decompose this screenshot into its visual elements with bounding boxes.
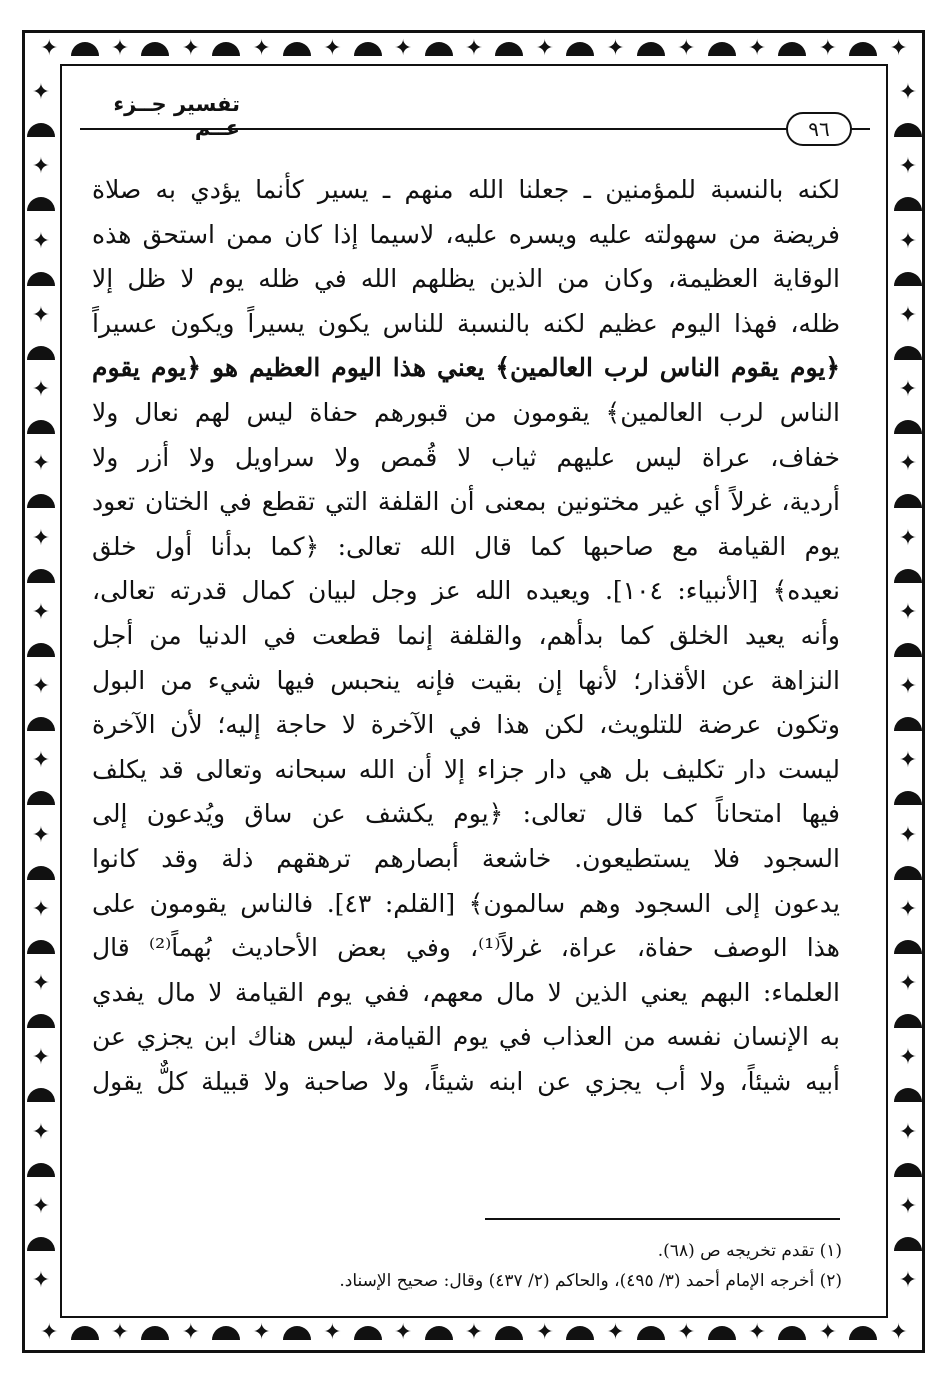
text-line: فريضة من سهولته عليه ويسره عليه، لاسيما إذا كان ممن استحق هذه (92, 219, 840, 249)
star-ornament-icon: ✦ (535, 36, 554, 61)
star-ornament-icon: ✦ (323, 36, 342, 61)
dome-ornament-icon (425, 1326, 453, 1340)
text-line: ظله، فهذا اليوم عظيم لكنه بالنسبة للناس يكون يسيراً ويكون عسيراً (92, 308, 840, 338)
star-ornament-icon: ✦ (747, 36, 767, 61)
footnote-rule (485, 1218, 840, 1220)
dome-ornament-icon (141, 1326, 169, 1340)
dome-ornament-icon (141, 42, 169, 56)
star-ornament-icon: ✦ (31, 896, 51, 922)
star-ornament-icon: ✦ (31, 1193, 51, 1219)
top-ornament-row (40, 34, 908, 64)
star-ornament-icon: ✦ (464, 36, 484, 61)
star-ornament-icon: ✦ (535, 1320, 554, 1345)
star-ornament-icon: ✦ (898, 1045, 918, 1071)
dome-ornament-icon (354, 1326, 382, 1340)
footnote-1: (١) تقدم تخريجه ص (٦٨). (657, 1241, 842, 1261)
text-line: خفاف، عراة ليس عليهم ثياب لا قُمص ولا سراويل ولا أزر ولا (92, 442, 840, 472)
star-ornament-icon: ✦ (898, 451, 918, 477)
dome-ornament-icon (27, 123, 55, 137)
dome-ornament-icon (27, 494, 55, 508)
dome-ornament-icon (708, 42, 736, 56)
star-ornament-icon: ✦ (889, 1320, 908, 1345)
footnote-2: (٢) أخرجه الإمام أحمد (٣/ ٤٩٥)، والحاكم (٢/ ٤٣٧) وقال: صحيح الإسناد. (339, 1271, 842, 1291)
dome-ornament-icon (212, 1326, 240, 1340)
text-line: لكنه بالنسبة للمؤمنين ـ جعلنا الله منهم ـ يسير كأنما يؤدي به صلاة (92, 175, 840, 204)
star-ornament-icon: ✦ (31, 674, 51, 699)
text-line: يدعون إلى السجود وهم سالمون﴾ [القلم: ٤٣]. فالناس يقومون على (92, 888, 840, 918)
star-ornament-icon: ✦ (898, 674, 918, 699)
star-ornament-icon: ✦ (31, 228, 51, 254)
dome-ornament-icon (849, 1326, 877, 1340)
star-ornament-icon: ✦ (252, 1320, 271, 1345)
star-ornament-icon: ✦ (898, 377, 918, 402)
dome-ornament-icon (27, 569, 55, 583)
dome-ornament-icon (27, 791, 55, 805)
footnotes (92, 1236, 842, 1296)
page-number: ٩٦ (786, 112, 852, 146)
text-line: ليست دار تكليف بل هي دار جزاء إلا أن الله سبحانه وتعالى قد يكلف (92, 754, 840, 784)
star-ornament-icon: ✦ (898, 154, 918, 180)
dome-ornament-icon (27, 197, 55, 211)
star-ornament-icon: ✦ (31, 1268, 51, 1293)
dome-ornament-icon (894, 569, 922, 583)
star-ornament-icon: ✦ (677, 1320, 696, 1345)
star-ornament-icon: ✦ (31, 451, 51, 477)
star-ornament-icon: ✦ (110, 36, 130, 61)
dome-ornament-icon (894, 791, 922, 805)
right-ornament-column (893, 82, 923, 1292)
star-ornament-icon: ✦ (898, 599, 918, 625)
text-line: وتكون عرضة للتلويث، لكن هذا في الآخرة لا حاجة إليه؛ لأن الآخرة (92, 710, 840, 740)
star-ornament-icon: ✦ (898, 1268, 918, 1293)
dome-ornament-icon (71, 1326, 99, 1340)
dome-ornament-icon (894, 272, 922, 286)
star-ornament-icon: ✦ (747, 1320, 767, 1345)
star-ornament-icon: ✦ (40, 36, 59, 61)
text-line: أردية، غرلاً أي غير مختونين بمعنى أن القلفة التي تقطع في الختان تعود (92, 487, 840, 517)
star-ornament-icon: ✦ (31, 822, 51, 848)
star-ornament-icon: ✦ (898, 896, 918, 922)
star-ornament-icon: ✦ (898, 822, 918, 848)
text-line: هذا الوصف حفاة، عراة، غرلاً⁽¹⁾، وفي بعض الأحاديث بُهماً⁽²⁾ قال (92, 933, 840, 963)
star-ornament-icon: ✦ (464, 1320, 484, 1345)
star-ornament-icon: ✦ (898, 228, 918, 254)
dome-ornament-icon (637, 1326, 665, 1340)
dome-ornament-icon (27, 420, 55, 434)
dome-ornament-icon (27, 717, 55, 731)
text-line: العلماء: البهم يعني الذين لا مال معهم، ففي يوم القيامة لا مال يفدي (92, 977, 840, 1007)
dome-ornament-icon (894, 1088, 922, 1102)
dome-ornament-icon (894, 1014, 922, 1028)
dome-ornament-icon (495, 42, 523, 56)
star-ornament-icon: ✦ (889, 36, 908, 61)
star-ornament-icon: ✦ (898, 1119, 918, 1145)
star-ornament-icon: ✦ (393, 1320, 413, 1345)
star-ornament-icon: ✦ (898, 80, 918, 105)
dome-ornament-icon (566, 1326, 594, 1340)
dome-ornament-icon (708, 1326, 736, 1340)
dome-ornament-icon (894, 1163, 922, 1177)
star-ornament-icon: ✦ (606, 1320, 625, 1345)
star-ornament-icon: ✦ (110, 1320, 130, 1345)
page-header (80, 92, 870, 141)
running-title: تفسير جــزء عــم (113, 92, 240, 140)
star-ornament-icon: ✦ (31, 154, 51, 180)
dome-ornament-icon (637, 42, 665, 56)
text-line: السجود فلا يستطيعون. خاشعة أبصارهم ترهقهم ذلة وقد كانوا (92, 843, 840, 873)
dome-ornament-icon (495, 1326, 523, 1340)
dome-ornament-icon (566, 42, 594, 56)
text-line: يوم القيامة مع صاحبها كما قال الله تعالى: ﴿كما بدأنا أول خلق (92, 531, 840, 561)
dome-ornament-icon (778, 1326, 806, 1340)
star-ornament-icon: ✦ (31, 525, 51, 551)
star-ornament-icon: ✦ (393, 36, 413, 61)
text-line: ﴿يوم يقوم الناس لرب العالمين﴾ يعني هذا اليوم العظيم هو ﴿يوم يقوم (92, 353, 840, 383)
dome-ornament-icon (425, 42, 453, 56)
dome-ornament-icon (894, 197, 922, 211)
main-text (92, 168, 840, 1104)
text-line: به الإنسان نفسه من العذاب في يوم القيامة، ليس هناك ابن يجزي عن (92, 1022, 840, 1052)
star-ornament-icon: ✦ (31, 748, 51, 774)
star-ornament-icon: ✦ (181, 36, 200, 61)
dome-ornament-icon (27, 272, 55, 286)
dome-ornament-icon (212, 42, 240, 56)
star-ornament-icon: ✦ (181, 1320, 200, 1345)
dome-ornament-icon (849, 42, 877, 56)
dome-ornament-icon (894, 643, 922, 657)
dome-ornament-icon (27, 866, 55, 880)
dome-ornament-icon (71, 42, 99, 56)
text-line: الناس لرب العالمين﴾ يقومون من قبورهم حفاة ليس لهم نعال ولا (92, 397, 840, 427)
star-ornament-icon: ✦ (31, 302, 51, 328)
dome-ornament-icon (27, 940, 55, 954)
star-ornament-icon: ✦ (40, 1320, 59, 1345)
dome-ornament-icon (27, 643, 55, 657)
dome-ornament-icon (894, 940, 922, 954)
star-ornament-icon: ✦ (898, 1193, 918, 1219)
left-ornament-column (26, 82, 56, 1292)
text-line: أبيه شيئاً، ولا أب يجزي عن ابنه شيئاً، ولا صاحبة ولا قبيلة كلٌّ يقول (92, 1066, 840, 1096)
bottom-ornament-row (40, 1318, 908, 1348)
dome-ornament-icon (27, 346, 55, 360)
star-ornament-icon: ✦ (898, 525, 918, 551)
dome-ornament-icon (27, 1237, 55, 1251)
star-ornament-icon: ✦ (31, 599, 51, 625)
star-ornament-icon: ✦ (818, 1320, 838, 1345)
text-line: وأنه يعيد الخلق كما بدأهم، والقلفة إنما قطعت في الدنيا من أجل (92, 620, 840, 650)
star-ornament-icon: ✦ (31, 80, 51, 105)
star-ornament-icon: ✦ (31, 377, 51, 402)
star-ornament-icon: ✦ (31, 971, 51, 996)
dome-ornament-icon (27, 1088, 55, 1102)
text-line: الوقاية العظيمة، وكان من الذين يظلهم الله في ظله يوم لا ظل إلا (92, 264, 840, 294)
dome-ornament-icon (27, 1014, 55, 1028)
dome-ornament-icon (894, 1237, 922, 1251)
star-ornament-icon: ✦ (606, 36, 625, 61)
dome-ornament-icon (894, 346, 922, 360)
star-ornament-icon: ✦ (818, 36, 838, 61)
text-line: فيها امتحاناً كما قال تعالى: ﴿يوم يكشف عن ساق ويُدعون إلى (92, 799, 840, 829)
dome-ornament-icon (894, 420, 922, 434)
dome-ornament-icon (894, 123, 922, 137)
star-ornament-icon: ✦ (898, 971, 918, 996)
header-rule (80, 128, 870, 130)
star-ornament-icon: ✦ (898, 302, 918, 328)
star-ornament-icon: ✦ (31, 1119, 51, 1145)
dome-ornament-icon (894, 494, 922, 508)
dome-ornament-icon (283, 42, 311, 56)
star-ornament-icon: ✦ (252, 36, 271, 61)
text-line: النزاهة عن الأقذار؛ لأنها إن بقيت فإنه ينحبس فيها شيء من البول (92, 665, 840, 695)
dome-ornament-icon (354, 42, 382, 56)
star-ornament-icon: ✦ (323, 1320, 342, 1345)
text-line: نعيده﴾ [الأنبياء: ١٠٤]. ويعيده الله عز وجل لبيان كمال قدرته تعالى، (92, 576, 840, 606)
dome-ornament-icon (283, 1326, 311, 1340)
dome-ornament-icon (894, 866, 922, 880)
dome-ornament-icon (778, 42, 806, 56)
star-ornament-icon: ✦ (31, 1045, 51, 1071)
star-ornament-icon: ✦ (677, 36, 696, 61)
dome-ornament-icon (894, 717, 922, 731)
dome-ornament-icon (27, 1163, 55, 1177)
star-ornament-icon: ✦ (898, 748, 918, 774)
